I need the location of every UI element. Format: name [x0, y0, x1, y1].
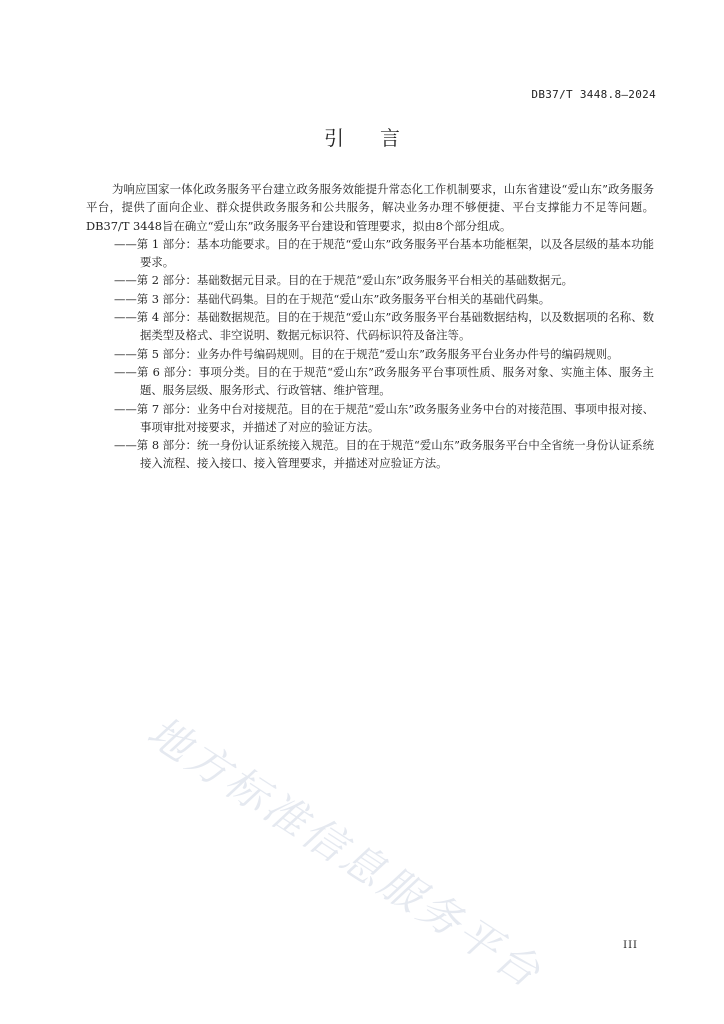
intro-paragraph: 为响应国家一体化政务服务平台建立政务服务效能提升常态化工作机制要求，山东省建设“爱山东”政务服务平台，提供了面向企业、群众提供政务服务和公共服务，解决业务办理不够便捷、平台支撑能力不足等问题。DB37/T 3448旨在确立“爱山东”政务服务平台建设和管理要求，拟由8个部分组成。 [86, 182, 654, 233]
part-item-2: ——第 2 部分：基础数据元目录。目的在于规范“爱山东”政务服务平台相关的基础数据元。 [114, 273, 573, 288]
part-item-1: ——第 1 部分：基本功能要求。目的在于规范“爱山东”政务服务平台基本功能框架，以及各层级的基本功能要求。 [114, 236, 654, 270]
part-item-8: ——第 8 部分：统一身份认证系统接入规范。目的在于规范“爱山东”政务服务平台中全省统一身份认证系统接入流程、接入接口、接入管理要求，并描述对应验证方法。 [114, 438, 654, 471]
part-item-7: ——第 7 部分：业务中台对接规范。目的在于规范“爱山东”政务服务业务中台的对接范围、事项申报对接、事项审批对接要求，并描述了对应的验证方法。 [114, 401, 654, 434]
part-item-3: ——第 3 部分：基础代码集。目的在于规范“爱山东”政务服务平台相关的基础代码集。 [114, 291, 551, 306]
watermark: 地方标准信息服务平台 [138, 706, 552, 999]
part-item-4: ——第 4 部分：基础数据规范。目的在于规范“爱山东”政务服务平台基础数据结构，以及数据项的名称、数据类型及格式、非空说明、数据元标识符、代码标识符及备注等。 [114, 310, 654, 343]
part-item-6: ——第 6 部分：事项分类。目的在于规范“爱山东”政务服务平台事项性质、服务对象、实施主体、服务主题、服务层级、服务形式、行政管辖、维护管理。 [114, 364, 654, 398]
parts-list [86, 235, 654, 473]
document-code: DB37/T 3448.8—2024 [531, 88, 656, 101]
page-title: 引言 [324, 126, 436, 150]
document-body [86, 180, 654, 473]
page-number: III [623, 940, 638, 951]
part-item-5: ——第 5 部分：业务办件号编码规则。目的在于规范“爱山东”政务服务平台业务办件号的编码规则。 [114, 346, 619, 361]
